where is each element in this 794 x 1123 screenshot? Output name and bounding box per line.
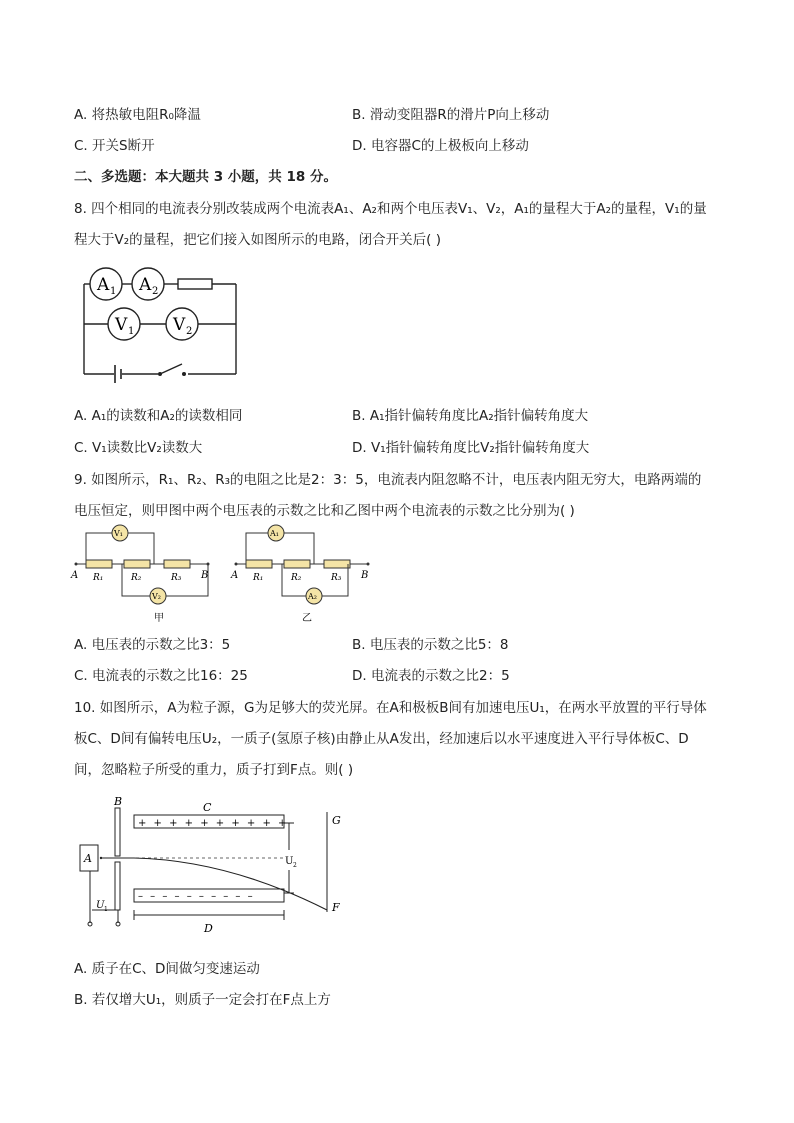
q9-option-d: D. 电流表的示数之比2：5 [352, 668, 510, 684]
q8-option-b: B. A₁指针偏转角度比A₂指针偏转角度大 [352, 408, 589, 424]
q10-option-a: A. 质子在C、D间做匀变速运动 [74, 961, 260, 977]
label-u2: U [285, 856, 294, 867]
label-u1-sub: 1 [104, 906, 108, 913]
v2-meter-label: V [173, 315, 186, 335]
v2-meter-sub: 2 [186, 326, 193, 337]
jia-caption: 甲 [154, 613, 164, 624]
q9-option-a: A. 电压表的示数之比3：5 [74, 637, 231, 653]
label-f: F [332, 901, 340, 914]
label-g: G [332, 814, 341, 827]
section-heading: 二、多选题：本大题共 3 小题，共 18 分。 [74, 169, 337, 185]
label-u2-sub: 2 [293, 862, 297, 869]
yi-r3-label: R₃ [331, 573, 342, 583]
a2-meter-sub: 2 [152, 286, 159, 297]
a1-meter-label: A [97, 275, 110, 295]
yi-a1-label: A₁ [270, 529, 279, 538]
v1-meter-sub: 1 [128, 326, 135, 337]
q9-option-b: B. 电压表的示数之比5：8 [352, 637, 509, 653]
label-a: A [84, 852, 92, 865]
label-u1: U [96, 900, 105, 911]
q10-deflection-diagram [78, 790, 358, 940]
plate-c-plus-row: + + + + + + + + + + [138, 818, 289, 829]
q10-stem-line3: 间，忽略粒子所受的重力，质子打到F点。则( ) [74, 762, 354, 778]
q8-option-c: C. V₁读数比V₂读数大 [74, 440, 203, 456]
q8-stem-line2: 程大于V₂的量程，把它们接入如图所示的电路，闭合开关后( ) [74, 232, 441, 248]
jia-r3-label: R₃ [171, 573, 182, 583]
a1-meter-sub: 1 [110, 286, 117, 297]
q8-circuit-diagram [76, 262, 246, 387]
q7-option-d: D. 电容器C的上极板向上移动 [352, 138, 529, 154]
jia-v2-label: V₂ [152, 592, 161, 601]
jia-r2-label: R₂ [131, 573, 142, 583]
q9-circuit-jia [70, 524, 220, 628]
label-c: C [203, 801, 212, 814]
yi-terminal-a: A [231, 570, 239, 581]
q8-option-d: D. V₁指针偏转角度比V₂指针偏转角度大 [352, 440, 590, 456]
yi-r2-label: R₂ [291, 573, 302, 583]
label-d: D [204, 922, 213, 935]
plate-d-minus-row: – – – – – – – – – – [138, 891, 255, 902]
q8-stem-line1: 8. 四个相同的电流表分别改装成两个电流表A₁、A₂和两个电压表V₁、V₂，A₁的量程大于A₂的量程，V₁的量 [74, 201, 707, 217]
jia-terminal-b: B [201, 570, 209, 581]
q9-option-c: C. 电流表的示数之比16：25 [74, 668, 248, 684]
jia-r1-label: R₁ [93, 573, 104, 583]
q7-option-c: C. 开关S断开 [74, 138, 155, 154]
a2-meter-label: A [139, 275, 152, 295]
jia-terminal-a: A [71, 570, 79, 581]
v1-meter-label: V [115, 315, 128, 335]
jia-v1-label: V₁ [114, 529, 123, 538]
q7-option-a: A. 将热敏电阻R₀降温 [74, 107, 201, 123]
q10-stem-line1: 10. 如图所示，A为粒子源，G为足够大的荧光屏。在A和极板B间有加速电压U₁，在两水平放置的平行导体 [74, 700, 707, 716]
yi-caption: 乙 [302, 613, 312, 624]
q7-option-b: B. 滑动变阻器R的滑片P向上移动 [352, 107, 550, 123]
label-b: B [114, 795, 123, 808]
q9-circuit-yi [230, 524, 380, 628]
yi-terminal-b: B [361, 570, 369, 581]
yi-a2-label: A₂ [308, 592, 317, 601]
q9-stem-line2: 电压恒定，则甲图中两个电压表的示数之比和乙图中两个电流表的示数之比分别为( ) [74, 503, 575, 519]
q8-option-a: A. A₁的读数和A₂的读数相同 [74, 408, 243, 424]
q10-option-b: B. 若仅增大U₁，则质子一定会打在F点上方 [74, 992, 331, 1008]
q9-stem-line1: 9. 如图所示，R₁、R₂、R₃的电阻之比是2：3：5，电流表内阻忽略不计，电压表内阻无穷大，电路两端的 [74, 472, 702, 488]
q10-stem-line2: 板C、D间有偏转电压U₂，一质子(氢原子核)由静止从A发出，经加速后以水平速度进入平行导体板C、D [74, 731, 689, 747]
yi-r1-label: R₁ [253, 573, 264, 583]
